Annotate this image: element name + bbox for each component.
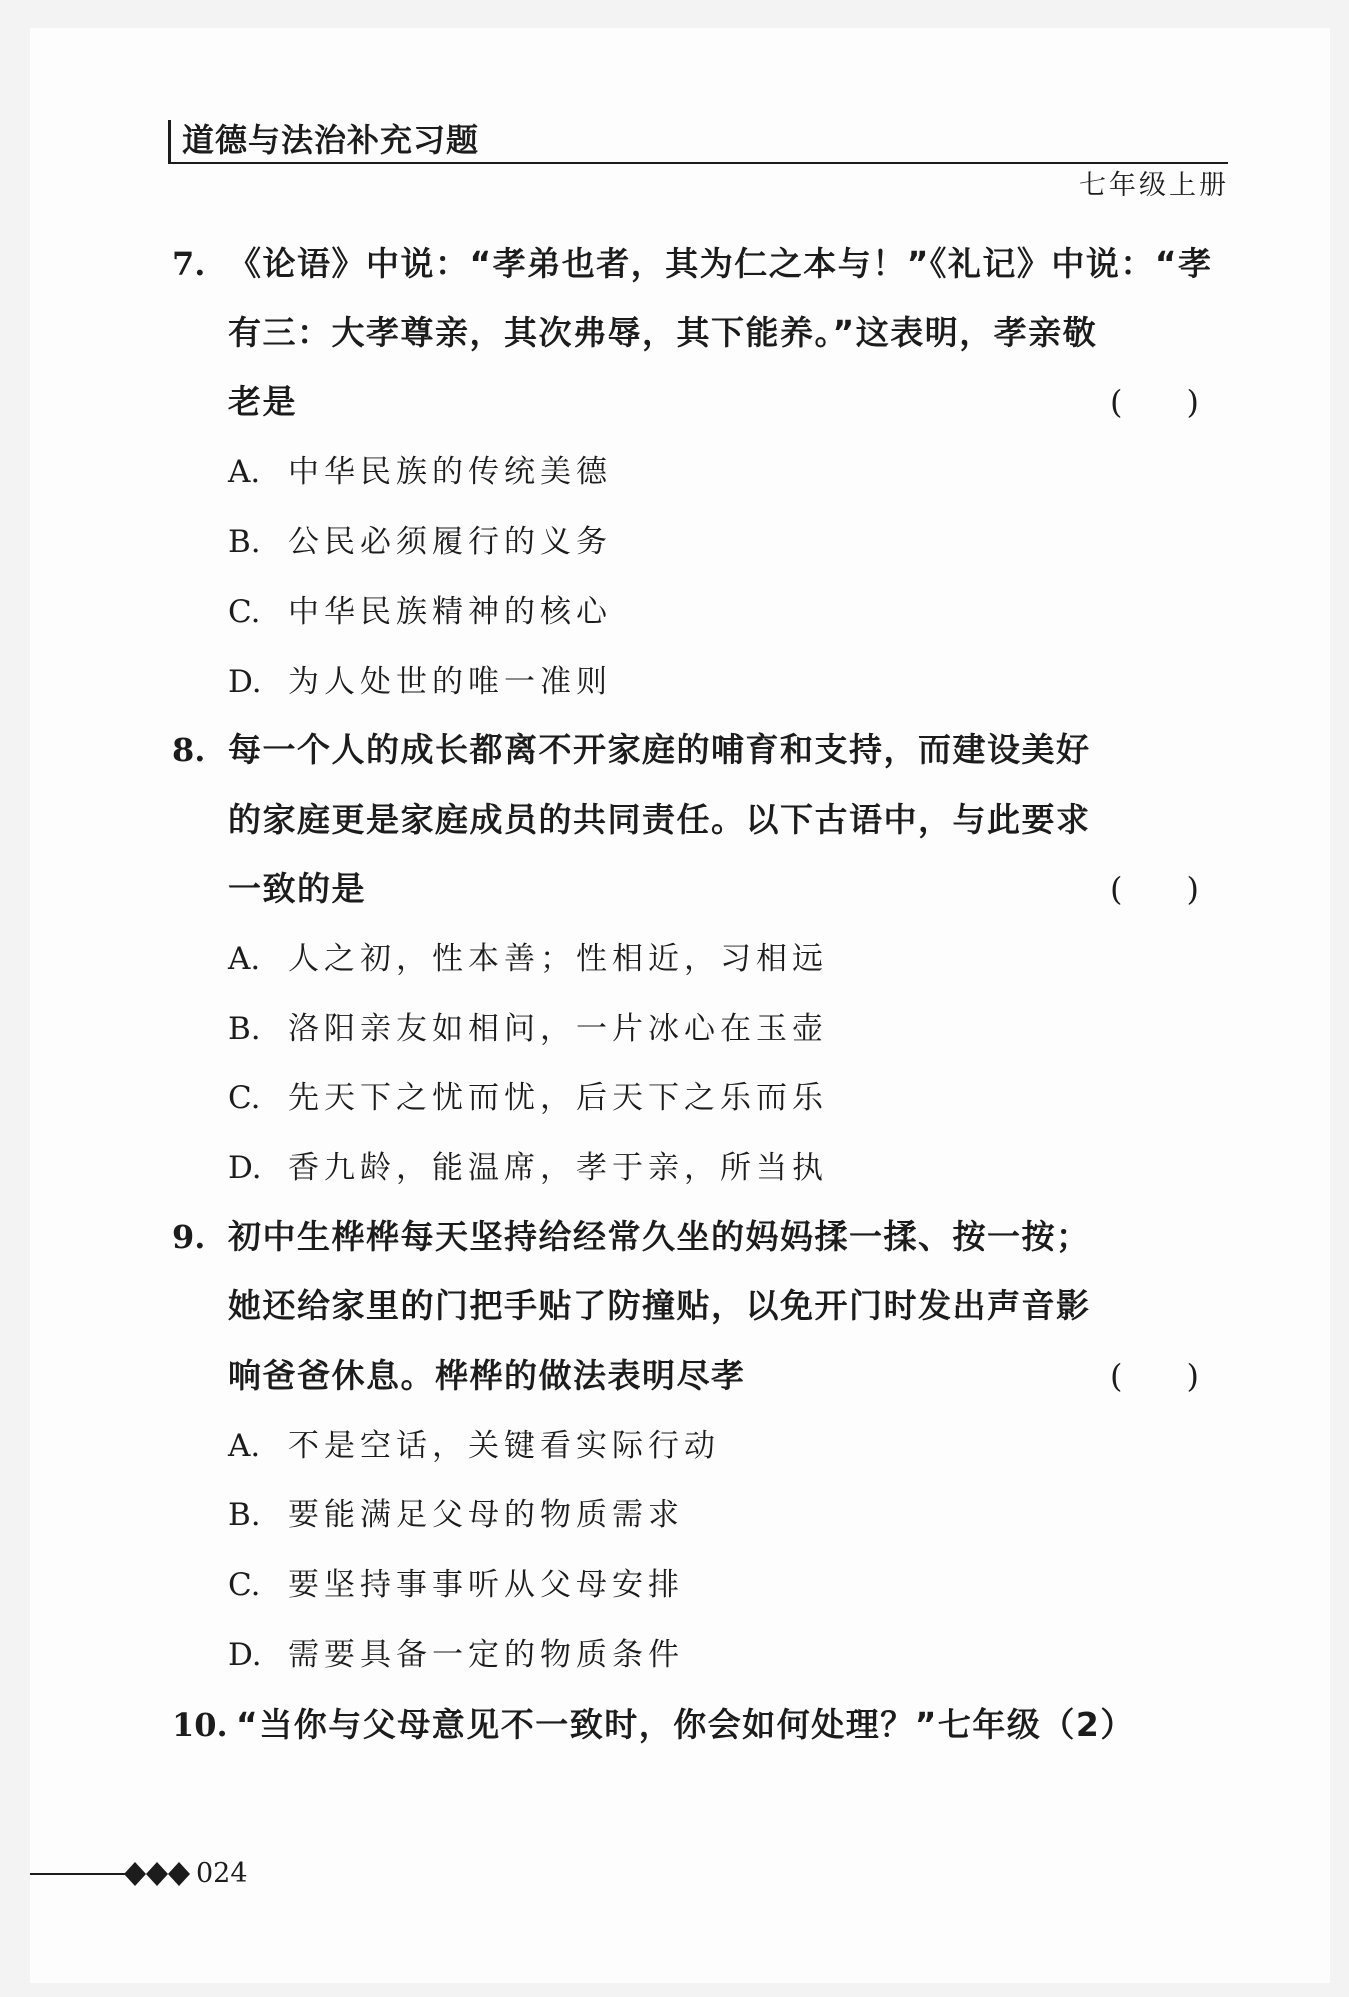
question-9-line-2: 她还给家里的门把手贴了防撞贴，以免开门时发出声音影: [228, 1286, 1091, 1325]
option-letter: B.: [228, 1497, 261, 1533]
option-text: 先天下之忧而忧，后天下之乐而乐: [288, 1080, 828, 1116]
question-8-option-a: [228, 939, 828, 979]
question-9-number: 9.: [172, 1218, 206, 1256]
question-10-line-1: “当你与父母意见不一致时，你会如何处理？”七年级（2）: [236, 1705, 1135, 1744]
option-letter: C.: [228, 1567, 261, 1603]
header-horizontal-rule: [168, 162, 1228, 164]
question-8-option-b: [228, 1009, 828, 1049]
page-number: 024: [196, 1858, 248, 1889]
question-8-option-c: [228, 1078, 828, 1118]
header-bar: [168, 120, 1228, 164]
question-7-option-b: [228, 522, 612, 562]
question-7-option-c: [228, 592, 612, 632]
question-9-option-b: [228, 1495, 684, 1535]
option-text: 需要具备一定的物质条件: [288, 1637, 684, 1673]
question-7-option-a: [228, 452, 612, 492]
option-letter: C.: [228, 594, 261, 630]
question-8-number: 8.: [172, 731, 206, 769]
option-text: 要坚持事事听从父母安排: [288, 1567, 684, 1603]
option-letter: D.: [228, 664, 262, 700]
question-9-line-3: 响爸爸休息。桦桦的做法表明尽孝: [228, 1356, 746, 1395]
option-letter: D.: [228, 1637, 262, 1673]
option-letter: C.: [228, 1080, 261, 1116]
option-text: 香九龄，能温席，孝于亲，所当执: [288, 1150, 828, 1186]
question-9-option-a: [228, 1426, 720, 1466]
option-letter: A.: [228, 1428, 261, 1464]
option-text: 公民必须履行的义务: [288, 524, 612, 560]
question-7-option-d: [228, 662, 612, 702]
option-letter: D.: [228, 1150, 262, 1186]
option-text: 人之初，性本善；性相近，习相远: [288, 941, 828, 977]
footer-rule: [30, 1873, 128, 1875]
question-9-answer-blank: ( ): [1110, 1357, 1199, 1395]
question-9-option-d: [228, 1635, 684, 1675]
question-8-answer-blank: ( ): [1110, 870, 1199, 908]
question-8-line-1: 每一个人的成长都离不开家庭的哺育和支持，而建设美好: [228, 730, 1091, 769]
header-vertical-rule: [168, 120, 171, 164]
diamond-ornament-icon: [124, 1860, 190, 1888]
question-7-number: 7.: [172, 245, 206, 283]
option-text: 中华民族的传统美德: [288, 454, 612, 490]
question-7-line-1: 《论语》中说：“孝弟也者，其为仁之本与！”《礼记》中说：“孝: [228, 244, 1213, 283]
option-letter: A.: [228, 941, 261, 977]
option-letter: A.: [228, 454, 261, 490]
option-text: 不是空话，关键看实际行动: [288, 1428, 720, 1464]
question-7-line-3: 老是: [228, 382, 297, 421]
question-9-line-1: 初中生桦桦每天坚持给经常久坐的妈妈揉一揉、按一按；: [228, 1217, 1091, 1256]
option-text: 中华民族精神的核心: [288, 594, 612, 630]
question-8-option-d: [228, 1148, 828, 1188]
question-9-option-c: [228, 1565, 684, 1605]
option-text: 要能满足父母的物质需求: [288, 1497, 684, 1533]
option-letter: B.: [228, 1011, 261, 1047]
question-7-answer-blank: ( ): [1110, 383, 1199, 421]
grade-label: 七年级上册: [1079, 170, 1229, 201]
question-8-line-2: 的家庭更是家庭成员的共同责任。以下古语中，与此要求: [228, 800, 1091, 839]
option-text: 洛阳亲友如相问，一片冰心在玉壶: [288, 1011, 828, 1047]
question-7-line-2: 有三：大孝尊亲，其次弗辱，其下能养。”这表明，孝亲敬: [228, 313, 1098, 352]
question-10-number: 10.: [172, 1706, 228, 1744]
question-8-line-3: 一致的是: [228, 869, 366, 908]
option-text: 为人处世的唯一准则: [288, 664, 612, 700]
book-title: 道德与法治补充习题: [182, 121, 480, 159]
option-letter: B.: [228, 524, 261, 560]
